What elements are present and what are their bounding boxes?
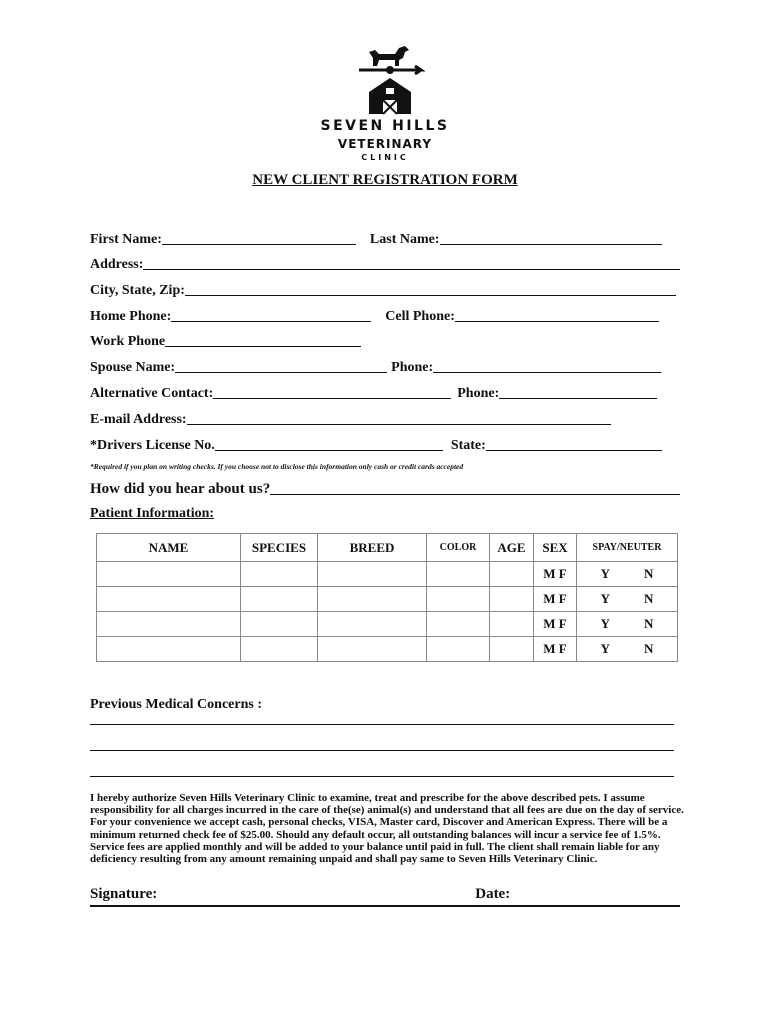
pet-name-cell[interactable] [97, 637, 241, 662]
pet-name-cell[interactable] [97, 612, 241, 637]
table-row [97, 562, 678, 587]
col-sex-header: SEX [534, 534, 577, 562]
authorization-text: I hereby authorize Seven Hills Veterinary Clinic to examine, treat and prescribe for the above described pets. I assume responsibility for all charges incurred in the care of the(se) animal(s) and understand that all fees are due on the day of service. For your convenience we accept cash, personal checks, VISA, Master card, Discover and American Express. There will be a minimum returned check fee of $25.00. Should any default occur, all outstanding balances will incur a service fee of 1.5%. Service fees are applied monthly and will be added to your balance until paid in full. The client shall remain liable for any deficiency resulting from any amount remaining unpaid and shall pay same to Seven Hills Veterinary Clinic. [90, 792, 684, 866]
referral-row [90, 480, 680, 498]
alt-phone-field[interactable] [499, 384, 657, 399]
home-phone-field[interactable] [171, 307, 371, 322]
city-row [90, 279, 680, 299]
signature-label: Signature: [90, 886, 158, 902]
spouse-phone-label: Phone: [391, 360, 434, 375]
spay-yes[interactable]: Y [600, 566, 610, 581]
license-row [90, 434, 680, 454]
referral-field[interactable] [270, 480, 680, 495]
table-row [97, 587, 678, 612]
brand-subtitle: VETERINARY [337, 137, 433, 151]
breed-cell[interactable] [318, 637, 427, 662]
table-row [97, 612, 678, 637]
address-row [90, 253, 680, 273]
age-cell[interactable] [490, 612, 534, 637]
sex-cell[interactable]: M F [534, 612, 577, 637]
medical-concerns-heading: Previous Medical Concerns : [90, 697, 262, 712]
sex-cell[interactable]: M F [534, 637, 577, 662]
spay-cell[interactable] [577, 562, 678, 587]
col-name-header: NAME [97, 534, 241, 562]
name-row [90, 228, 680, 248]
spouse-name-field[interactable] [175, 358, 387, 373]
spay-yes[interactable]: Y [600, 616, 610, 631]
state-field[interactable] [486, 436, 662, 451]
pet-name-cell[interactable] [97, 587, 241, 612]
col-breed-header: BREED [318, 534, 427, 562]
work-phone-field[interactable] [165, 332, 361, 347]
species-cell[interactable] [241, 637, 318, 662]
signature-line [90, 905, 680, 907]
spay-cell[interactable] [577, 587, 678, 612]
drivers-license-label: *Drivers License No. [90, 438, 215, 453]
alt-contact-row [90, 382, 680, 402]
medical-line-2[interactable] [90, 750, 674, 751]
last-name-field[interactable] [440, 230, 662, 245]
col-age-header: AGE [490, 534, 534, 562]
medical-line-3[interactable] [90, 776, 674, 777]
referral-label: How did you hear about us? [90, 481, 271, 497]
email-row [90, 408, 680, 428]
address-field[interactable] [143, 255, 680, 270]
color-cell[interactable] [427, 612, 490, 637]
age-cell[interactable] [490, 587, 534, 612]
sex-cell[interactable]: M F [534, 587, 577, 612]
drivers-license-field[interactable] [215, 436, 443, 451]
alt-phone-label: Phone: [457, 386, 500, 401]
email-label: E-mail Address: [90, 412, 187, 427]
spay-cell[interactable] [577, 637, 678, 662]
spay-no[interactable]: N [644, 591, 654, 606]
col-color-header: COLOR [427, 534, 490, 562]
home-phone-label: Home Phone: [90, 309, 172, 324]
first-name-field[interactable] [162, 230, 356, 245]
sex-cell[interactable]: M F [534, 562, 577, 587]
form-title: NEW CLIENT REGISTRATION FORM [252, 172, 518, 188]
clinic-logo-icon [355, 42, 425, 116]
phone-row [90, 305, 680, 325]
patient-info-heading: Patient Information: [90, 506, 215, 521]
last-name-label: Last Name: [369, 232, 440, 247]
col-species-header: SPECIES [241, 534, 318, 562]
city-label: City, State, Zip: [90, 283, 185, 298]
date-label: Date: [475, 886, 511, 902]
alt-contact-label: Alternative Contact: [90, 386, 214, 401]
signature-row [90, 886, 680, 903]
breed-cell[interactable] [318, 612, 427, 637]
species-cell[interactable] [241, 612, 318, 637]
color-cell[interactable] [427, 562, 490, 587]
email-field[interactable] [187, 410, 611, 425]
spay-yes[interactable]: Y [600, 591, 610, 606]
col-spay-header: SPAY/NEUTER [577, 534, 678, 562]
cell-phone-label: Cell Phone: [385, 309, 455, 324]
species-cell[interactable] [241, 562, 318, 587]
spouse-phone-field[interactable] [433, 358, 661, 373]
city-field[interactable] [185, 281, 676, 296]
spouse-name-label: Spouse Name: [90, 360, 176, 375]
color-cell[interactable] [427, 587, 490, 612]
work-phone-row [90, 330, 680, 350]
pet-name-cell[interactable] [97, 562, 241, 587]
state-label: State: [450, 438, 486, 453]
age-cell[interactable] [490, 637, 534, 662]
spay-cell[interactable] [577, 612, 678, 637]
signature-field[interactable] [157, 886, 475, 900]
breed-cell[interactable] [318, 562, 427, 587]
license-note: *Required if you plan on writing checks. If you choose not to disclose this information only cash or credit cards accepted [90, 462, 464, 471]
spouse-row [90, 356, 680, 376]
first-name-label: First Name: [90, 232, 162, 247]
patient-table [96, 533, 678, 662]
spay-no[interactable]: N [644, 641, 654, 656]
address-label: Address: [90, 257, 144, 272]
date-field[interactable] [510, 886, 680, 900]
medical-line-1[interactable] [90, 724, 674, 725]
alt-contact-field[interactable] [213, 384, 451, 399]
brand-clinic: CLINIC [361, 153, 409, 162]
brand-name: SEVEN HILLS [320, 118, 450, 134]
table-header-row [97, 534, 678, 562]
color-cell[interactable] [427, 637, 490, 662]
spay-yes[interactable]: Y [600, 641, 610, 656]
spay-no[interactable]: N [644, 616, 654, 631]
age-cell[interactable] [490, 562, 534, 587]
table-row [97, 637, 678, 662]
spay-no[interactable]: N [644, 566, 654, 581]
work-phone-label: Work Phone [90, 334, 166, 349]
species-cell[interactable] [241, 587, 318, 612]
breed-cell[interactable] [318, 587, 427, 612]
cell-phone-field[interactable] [455, 307, 659, 322]
